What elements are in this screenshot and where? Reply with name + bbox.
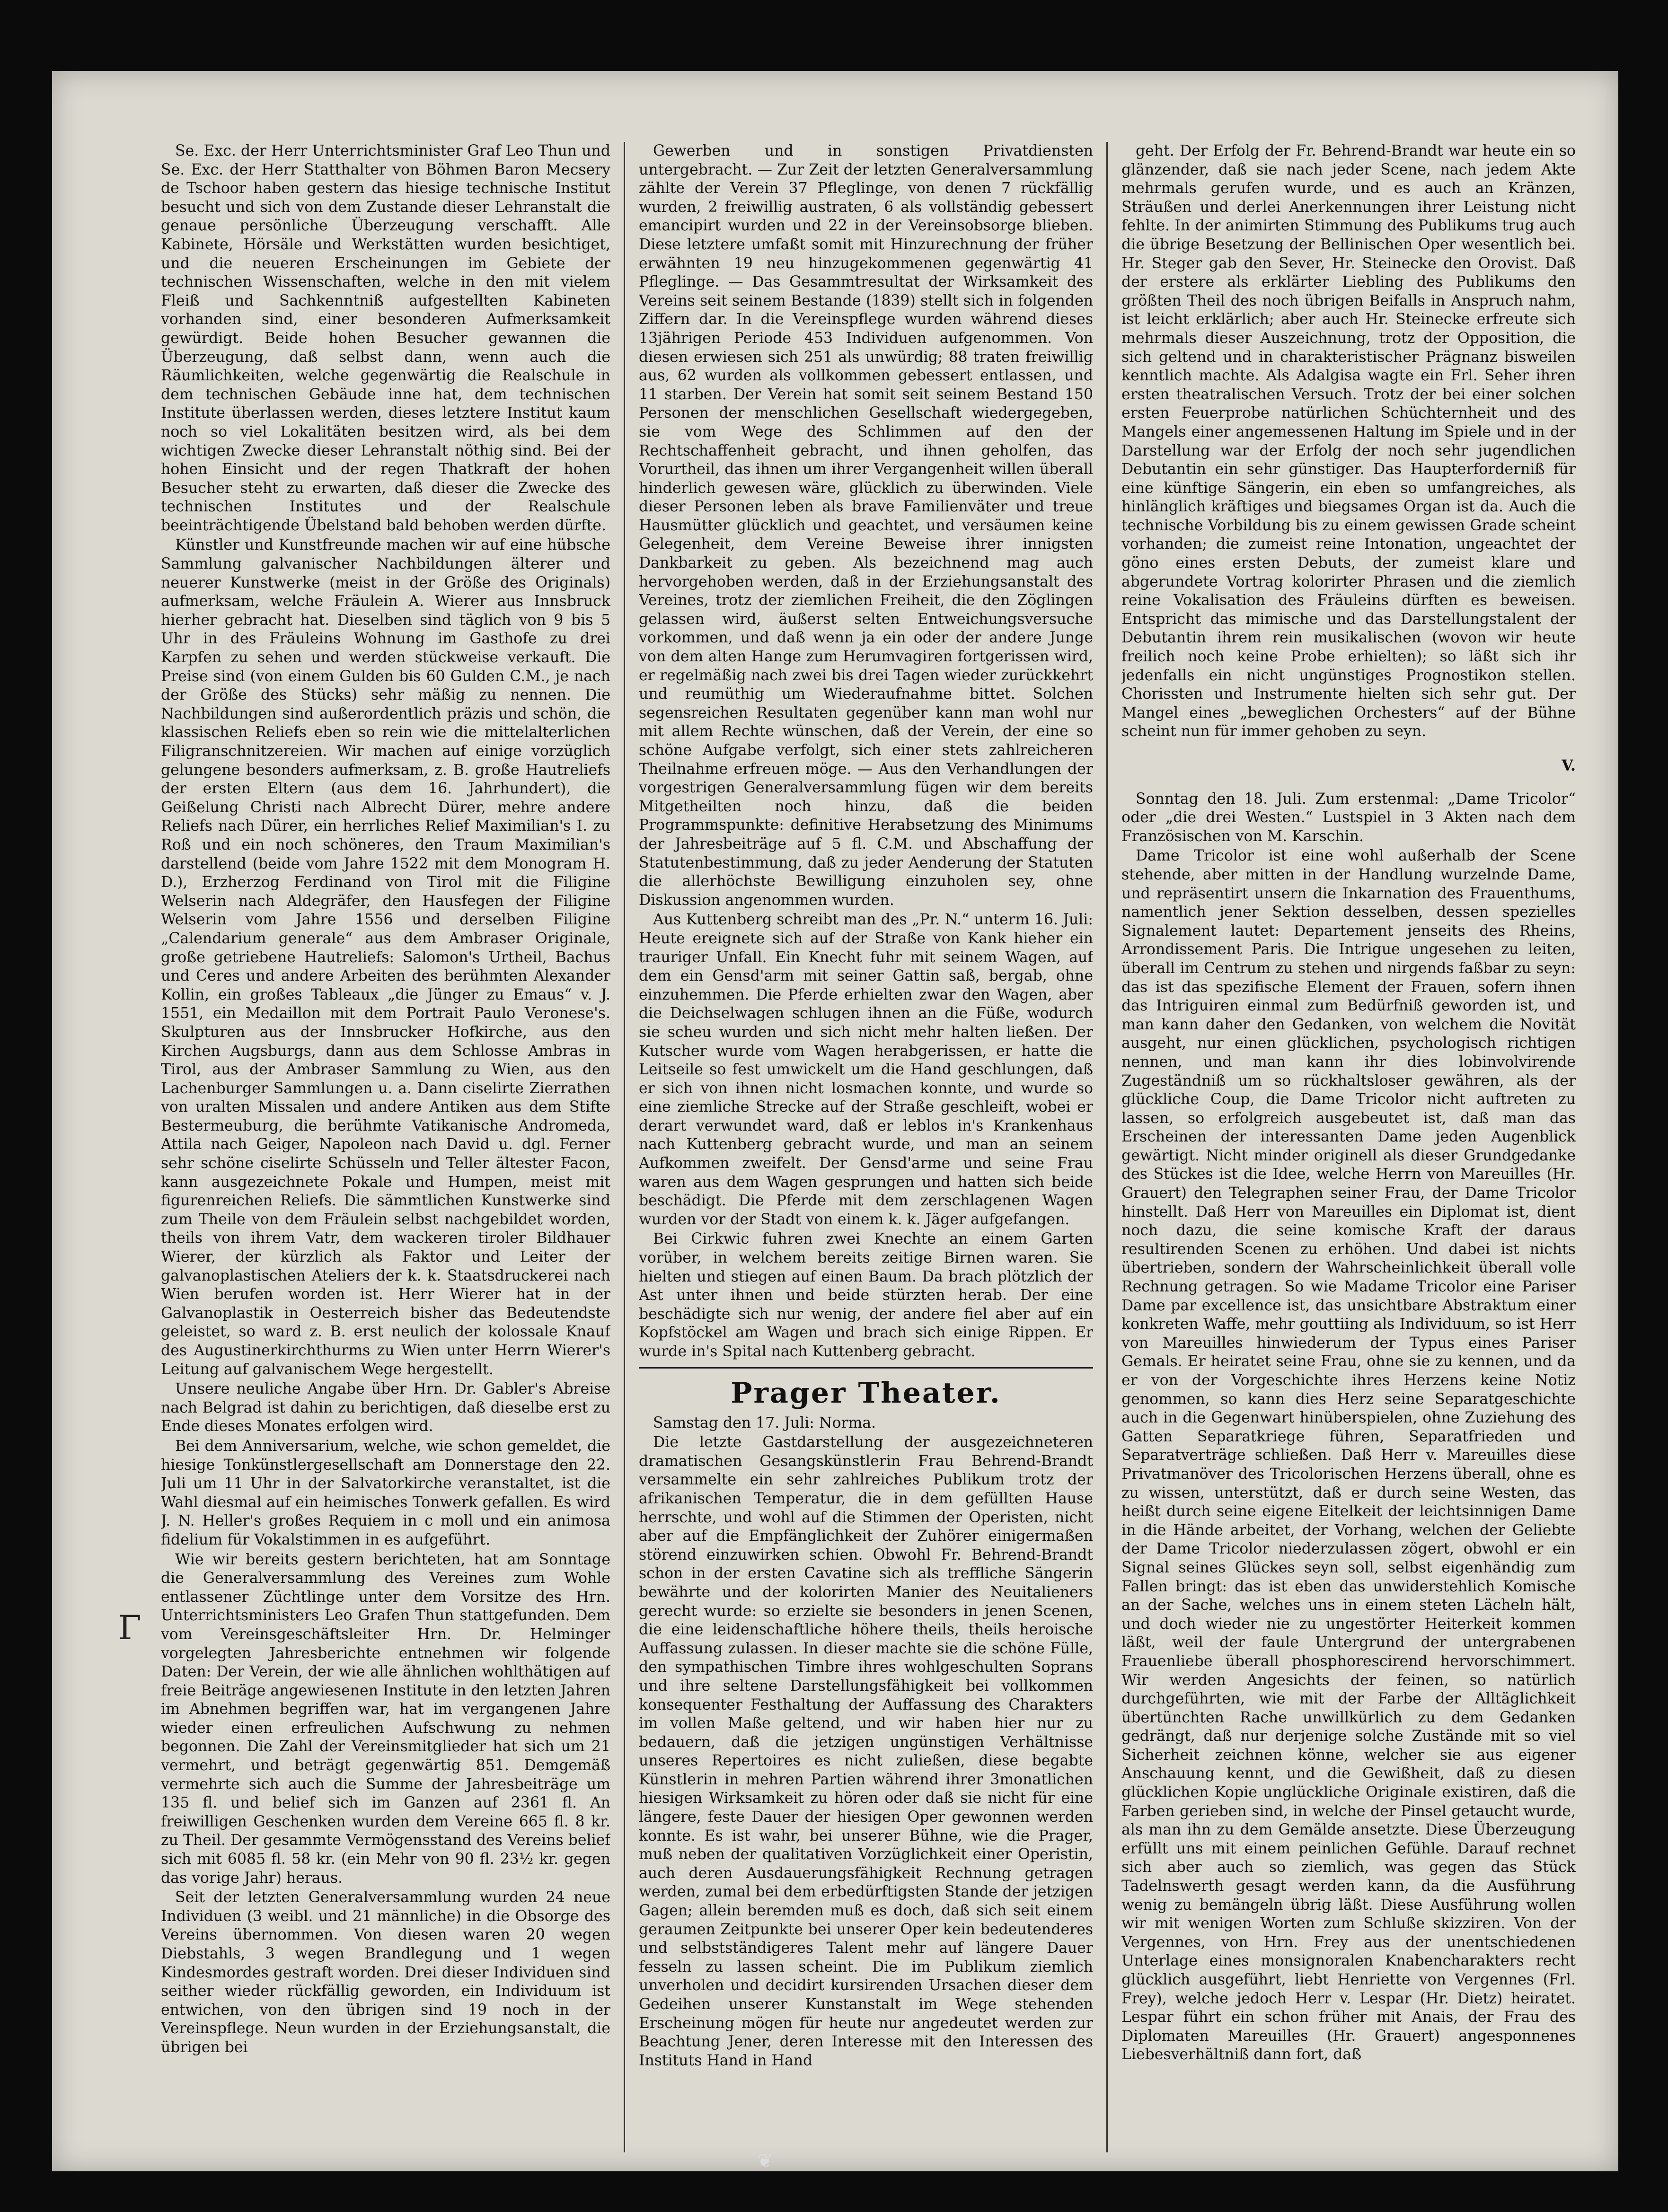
column-2 <box>639 142 1093 2152</box>
article-paragraph: Sonntag den 18. Juli. Zum erstenmal: „Dame Tricolor“ oder „die drei Westen.“ Lustspiel in 3 Akten nach dem Französischen von M. Karschin. <box>1121 790 1576 845</box>
article-paragraph: Seit der letzten Generalversammlung wurden 24 neue Individuen (3 weibl. und 21 männliche) in die Obsorge des Vereins übernommen. Von diesen waren 20 wegen Diebstahls, 3 wegen Brandlegung und 1 wegen Kindesmordes gestraft worden. Drei dieser Individuen sind seither wieder rückfällig geworden, ein Individuum ist entwichen, von den übrigen sind 19 noch in der Vereinspflege. Neun wurden in der Erziehungsanstalt, die übrigen bei <box>161 1889 610 2056</box>
section-divider <box>639 1367 1093 1369</box>
article-paragraph: Bei dem Anniversarium, welche, wie schon gemeldet, die hiesige Tonkünstlergesellschaft am Donnerstage den 22. Juli um 11 Uhr in der Salvatorkirche veranstaltet, ist die Wahl diesmal auf ein heimisches Tonwerk gefallen. Es wird J. N. Heller's großes Requiem in c moll und ein animosa fidelium für Vokalstimmen in es aufgeführt. <box>161 1437 610 1548</box>
article-paragraph: Künstler und Kunstfreunde machen wir auf eine hübsche Sammlung galvanischer Nachbildungen älterer und neuerer Kunstwerke (meist in der Größe des Originals) aufmerksam, welche Fräulein A. Wierer aus Innsbruck hierher gebracht hat. Dieselben sind täglich von 9 bis 5 Uhr in des Fräuleins Wohnung im Gasthofe zu drei Karpfen zu sehen und werden stückweise verkauft. Die Preise sind (von einem Gulden bis 60 Gulden C.M., je nach der Größe des Stücks) sehr mäßig zu nennen. Die Nachbildungen sind außerordentlich präzis und schön, die klassischen Reliefs eben so rein wie die mittelalterlichen Filigranschnitzereien. Wir machen auf einige vorzüglich gelungene besonders aufmerksam, z. B. große Hautreliefs der ersten Eltern (aus dem 16. Jahrhundert), die Geißelung Christi nach Albrecht Dürer, mehre andere Reliefs nach Dürer, ein herrliches Relief Maximilian's I. zu Roß und ein noch schöneres, den Traum Maximilian's darstellend (beide vom Jahre 1522 mit dem Monogram H. D.), Erzherzog Ferdinand von Tirol mit die Filigine Welserin nach Aldegräfer, den Hausfegen der Filigine Welserin vom Jahre 1556 und derselben Filigine „Calendarium generale“ aus dem Ambraser Originale, große getriebene Hautreliefs: Salomon's Urtheil, Bachus und Ceres und andere Arbeiten des berühmten Alexander Kollin, ein großes Tableaux „die Jünger zu Emaus“ v. J. 1551, ein Medaillon mit dem Portrait Paulo Veronese's. Skulpturen aus der Innsbrucker Hofkirche, aus den Kirchen Augsburgs, dann aus dem Schlosse Ambras in Tirol, aus der Ambraser Sammlung zu Wien, aus den Lachenburger Sammlungen u. a. Dann ciselirte Zierrathen von uralten Missalen und andere Antiken aus dem Stifte Bestermeuburg, die berühmte Vatikanische Andromeda, Attila nach Geiger, Napoleon nach David u. dgl. Ferner sehr schöne ciselirte Schüsseln und Teller ältester Facon, kann ausgezeichnete Pokale und Humpen, meist mit figurenreichen Reliefs. Die sämmtlichen Kunstwerke sind zum Theile von dem Fräulein selbst nachgebildet worden, theils von ihrem Vatr, dem wackeren tiroler Bildhauer Wierer, der kürzlich als Faktor und Leiter der galvanoplastischen Ateliers der k. k. Staatsdruckerei nach Wien berufen worden ist. Herr Wierer hat in der Galvanoplastik in Oesterreich bisher das Bedeutendste geleistet, so ward z. B. erst neulich der kolossale Knauf des Augustinerkirchthurms zu Wien unter Herrn Wierer's Leitung auf galvanischem Wege hergestellt. <box>161 536 610 1378</box>
section-title: Prager Theater. <box>731 1376 1001 1410</box>
article-paragraph: Die letzte Gastdarstellung der ausgezeichneteren dramatischen Gesangskünstlerin Frau Behrend-Brandt versammelte ein sehr zahlreiches Publikum trotz der afrikanischen Temperatur, die in dem gefüllten Hause herrschte, und wohl auf die Stimmen der Operisten, nicht aber auf die Empfänglichkeit der Zuhörer einigermaßen störend einzuwirken schien. Obwohl Fr. Behrend-Brandt schon in der ersten Cavatine sich als treffliche Sängerin bewährte und der kolorirten Manier des Neuitalieners gerecht wurde: so erzielte sie besonders in jenen Scenen, die eine leidenschaftliche höhere theils, theils heroische Auffassung zulassen. In dieser machte sie die schöne Fülle, den sympathischen Timbre ihres wohlgeschulten Soprans und ihre seltene Darstellungsfähigkeit bei vollkommen konsequenter Festhaltung der Auffassung des Charakters im vollen Maße geltend, und wir haben hier nur zu bedauern, daß die jetzigen ungünstigen Verhältnisse unseres Repertoires es nicht zuließen, diese begabte Künstlerin in mehren Partien während ihrer 3monatlichen hiesigen Wirksamkeit zu hören oder daß sie nicht für eine längere, feste Dauer der hiesigen Oper gewonnen werden konnte. Es ist wahr, bei unserer Bühne, wie die Prager, muß neben der qualitativen Vorzüglichkeit einer Operistin, auch deren Ausdauerungsfähigkeit Rechnung getragen werden, zumal bei dem erbedürftigsten Stande der jetzigen Gagen; allein beremden muß es doch, daß sich seit einem geraumen Zeitpunkte bei unserer Oper kein bedeutenderes und selbstständigeres Talent mehr auf längere Dauer fesseln zu lassen scheint. Die im Publikum ziemlich unverholen und decidirt kursirenden Ursachen dieser dem Gedeihen unserer Kunstanstalt im Wege stehenden Erscheinung mögen für heute nur angedeutet werden zur Beachtung Jener, deren Interesse mit den Interessen des Instituts Hand in Hand <box>639 1434 1093 2069</box>
column-rule-2 <box>1106 142 1108 2152</box>
author-signature: V. <box>1562 756 1576 774</box>
article-paragraph: geht. Der Erfolg der Fr. Behrend-Brandt war heute ein so glänzender, daß sie nach jeder Scene, nach jedem Akte mehrmals gerufen wurde, und es auch an Kränzen, Sträußen und derlei Anerkennungen ihrer Leistung nicht fehlte. In der animirten Stimmung des Publikums trug auch die übrige Besetzung der Bellinischen Oper wesentlich bei. Hr. Steger gab den Sever, Hr. Steinecke den Orovist. Daß der erstere als erklärter Liebling des Publikums den größten Theil des noch übrigen Beifalls in Anspruch nahm, ist leicht erklärlich; aber auch Hr. Steinecke erfreute sich mehrmals dieser Auszeichnung, trotz der Opposition, die sich geltend und in charakteristischer Prägnanz bisweilen kenntlich machte. Als Adalgisa wagte ein Frl. Seher ihren ersten theatralischen Versuch. Trotz der bei einer solchen ersten Feuerprobe natürlichen Schüchternheit und des Mangels einer angemessenen Haltung im Spiele und in der Darstellung war der Erfolg der noch sehr jugendlichen Debutantin ein sehr günstiger. Das Haupterforderniß für eine künftige Sängerin, ein eben so umfangreiches, als hinlänglich kräftiges und biegsames Organ ist da. Auch die technische Vorbildung bis zu einem gewissen Grade scheint vorhanden; die zumeist reine Intonation, ungeachtet der göno eines ersten Debuts, der zumeist klare und abgerundete Vortrag kolorirter Phrasen und die ziemlich reine Vokalisation des Fräuleins dürften es beweisen. Entspricht das mimische und das Darstellungstalent der Debutantin ihrem rein musikalischen (wovon wir heute freilich noch keine Probe erhielten); so läßt sich ihr jedenfalls ein nicht ungünstiges Prognostikon stellen. Chorissten und Instrumente hielten sich sehr gut. Der Mangel eines „beweglichen Orchesters“ auf der Bühne scheint nun für immer gehoben zu seyn. <box>1121 142 1576 740</box>
margin-mark: Γ <box>118 1608 141 1647</box>
ornament-mark: ❦ <box>757 2150 773 2172</box>
article-paragraph: Unsere neuliche Angabe über Hrn. Dr. Gabler's Abreise nach Belgrad ist dahin zu berichtigen, daß dieselbe erst zu Ende dieses Monates erfolgen wird. <box>161 1380 610 1435</box>
article-paragraph: Se. Exc. der Herr Unterrichtsminister Graf Leo Thun und Se. Exc. der Herr Statthalter von Böhmen Baron Mecsery de Tschoor haben gestern das hiesige technische Institut besucht und sich von dem Zustande dieser Lehranstalt die genaue persönliche Überzeugung verschafft. Alle Kabinete, Hörsäle und Werkstätten wurden besichtiget, und die neueren Erscheinungen im Gebiete der technischen Wissenschaften, welche in den mit vielem Fleiß und Sachkenntniß aufgestellten Kabineten vorhanden sind, einer besonderen Aufmerksamkeit gewürdigt. Beide hohen Besucher gewannen die Überzeugung, daß selbst dann, wenn auch die Räumlichkeiten, welche gegenwärtig die Realschule in dem technischen Gebäude inne hat, dem technischen Institute überlassen werden, dieses letztere Institut kaum noch so viel Lokalitäten besitzen wird, als bei dem wichtigen Zwecke dieser Lehranstalt nöthig sind. Bei der hohen Einsicht und der regen Thatkraft der hohen Besucher steht zu erwarten, daß dieser die Zwecke des technischen Institutes und der Realschule beeinträchtigende Übelstand bald behoben werden dürfte. <box>161 142 610 534</box>
newspaper-page <box>52 71 1618 2171</box>
column-1 <box>161 142 610 2152</box>
column-rule-1 <box>624 142 625 2152</box>
article-paragraph: Gewerben und in sonstigen Privatdiensten untergebracht. — Zur Zeit der letzten Generalversammlung zählte der Verein 37 Pfleglinge, von denen 7 rückfällig wurden, 2 freiwillig austraten, 6 als vollständig gebessert emancipirt wurden und 22 in der Vereinsobsorge blieben. Diese letztere umfaßt somit mit Hinzurechnung der früher erwähnten 19 neu hinzugekommenen gegenwärtig 41 Pfleglinge. — Das Gesammtresultat der Wirksamkeit des Vereins seit seinem Bestande (1839) stellt sich in folgenden Ziffern dar. In die Vereinspflege wurden während dieses 13jährigen Periode 453 Individuen aufgenommen. Von diesen erwiesen sich 251 als unwürdig; 88 traten freiwillig aus, 62 wurden als vollkommen gebessert entlassen, und 11 starben. Der Verein hat somit seit seinem Bestand 150 Personen der menschlichen Gesellschaft wiedergegeben, sie vom Wege des Schlimmen auf den der Rechtschaffenheit gebracht, und ihnen geholfen, das Vorurtheil, das ihnen um ihrer Vergangenheit willen überall hinderlich gewesen wäre, glücklich zu überwinden. Viele dieser Personen leben als brave Familienväter und treue Hausmütter glücklich und geachtet, und versäumen keine Gelegenheit, dem Vereine Beweise ihrer innigsten Dankbarkeit zu geben. Als bezeichnend mag auch hervorgehoben werden, daß in der Erziehungsanstalt des Vereines, trotz der ziemlichen Freiheit, die den Zöglingen gelassen wird, äußerst selten Entweichungsversuche vorkommen, und daß wenn ja ein oder der andere Junge von dem alten Hange zum Herumvagiren fortgerissen wird, er regelmäßig nach zwei bis drei Tagen wieder zurückkehrt und reumüthig um Wiederaufnahme bittet. Solchen segensreichen Resultaten gegenüber kann man wohl nur mit allem Rechte wünschen, daß der Verein, der eine so schöne Aufgabe verfolgt, sich einer stets zahlreicheren Theilnahme erfreuen möge. — Aus den Verhandlungen der vorgestrigen Generalversammlung fügen wir dem bereits Mitgetheilten noch hinzu, daß die beiden Programmspunkte: definitive Herabsetzung des Minimums der Jahresbeiträge auf 5 fl. C.M. und Abschaffung der Statutenbestimmung, daß zu jeder Aenderung der Statuten die allerhöchste Bewilligung einzuholen sey, ohne Diskussion angenommen wurden. <box>639 142 1093 909</box>
performance-date: Samstag den 17. Juli: Norma. <box>653 1414 876 1431</box>
article-paragraph: Wie wir bereits gestern berichteten, hat am Sonntage die Generalversammlung des Vereines zum Wohle entlassener Züchtlinge unter dem Vorsitze des Hrn. Unterrichtsministers Leo Grafen Thun stattgefunden. Dem vom Vereinsgeschäftsleiter Hrn. Dr. Helminger vorgelegten Jahresberichte entnehmen wir folgende Daten: Der Verein, der wie alle ähnlichen wohlthätigen auf freie Beiträge angewiesenen Institute in den letzten Jahren im Abnehmen begriffen war, hat im vergangenen Jahre wieder einen erfreulichen Aufschwung zu nehmen begonnen. Die Zahl der Vereinsmitglieder hat sich um 21 vermehrt, und beträgt gegenwärtig 851. Demgemäß vermehrte sich auch die Summe der Jahresbeiträge um 135 fl. und belief sich im Ganzen auf 2361 fl. An freiwilligen Geschenken wurden dem Vereine 665 fl. 8 kr. zu Theil. Der gesammte Vermögensstand des Vereins belief sich mit 6085 fl. 58 kr. (ein Mehr von 90 fl. 23½ kr. gegen das vorige Jahr) heraus. <box>161 1551 610 1887</box>
article-paragraph: Dame Tricolor ist eine wohl außerhalb der Scene stehende, aber mitten in der Handlung wurzelnde Dame, und repräsentirt unsern die Inkarnation des Frauenthums, namentlich jener Sektion desselben, dessen spezielles Signalement lautet: Departement jenseits des Rheins, Arrondissement Paris. Die Intrigue ungesehen zu leiten, überall im Centrum zu stehen und nirgends faßbar zu seyn: das ist das spezifische Element der Frauen, sofern ihnen das Intriguiren einmal zum Bedürfniß geworden ist, und man kann daher den Gedanken, von welchem die Novität ausgeht, nur einen glücklichen, psychologisch richtigen nennen, und man kann ihr dies lobinvolvirende Zugeständniß um so rückhaltsloser gewähren, als der glückliche Coup, die Dame Tricolor nicht auftreten zu lassen, so erfolgreich ausgebeutet ist, daß man das Erscheinen der interessanten Dame jeden Augenblick gewärtigt. Nicht minder originell als dieser Grundgedanke des Stückes ist die Idee, welche Herrn von Mareuilles (Hr. Grauert) den Telegraphen seiner Frau, der Dame Tricolor hinstellt. Daß Herr von Mareuilles ein Diplomat ist, dient noch dazu, die seine komische Kraft der daraus resultirenden Scenen zu erhöhen. Und dabei ist nichts übertrieben, sondern der Wahrscheinlichkeit überall volle Rechnung getragen. So wie Madame Tricolor eine Pariser Dame par excellence ist, das unsichtbare Abstraktum einer konkreten Waffe, mehr gouttiing als Individuum, so ist Herr von Mareuilles hinwiederum der Typus eines Pariser Gemals. Er heiratet seine Frau, ohne sie zu kennen, und da er von der Vorgeschichte ihres Herzens keine Notiz genommen, so kann dies Herz seine Separatgeschichte auch in die Gegenwart hinüberspielen, ohne Zuziehung des Gatten Separatkriege führen, Separatfrieden und Separatverträge schließen. Daß Herr v. Mareuilles diese Privatmanöver des Tricolorischen Herzens überall, ohne es zu wissen, unterstützt, daß er durch seine Westen, das heißt durch seine eigene Eitelkeit der leichtsinnigen Dame in die Hände arbeitet, der Vorhang, welchen der Geliebte der Dame Tricolor niederzulassen zögert, obwohl er ein Signal seines Glückes seyn soll, selbst eigenhändig zum Fallen bringt: das ist eben das unwiderstehlich Komische an der Sache, welches uns in einem steten Lächeln hält, und doch wieder nie zu ungestörter Heiterkeit kommen läßt, weil der faule Untergrund der untergrabenen Frauenliebe überall phosphorescirend hervorschimmert. Wir werden Angesichts der feinen, so natürlich durchgeführten, wie mit der Farbe der Alltäglichkeit übertünchten Rache unwillkürlich zu dem Gedanken gedrängt, daß nur derjenige solche Zustände mit so viel Sicherheit zeichnen könne, welcher sie aus eigener Anschauung kennt, und die Gewißheit, daß zu diesen glücklichen Kopie unglückliche Originale existiren, daß die Farben gerieben sind, in welche der Pinsel getaucht wurde, als man ihn zu dem Gemälde ansetzte. Diese Überzeugung erfüllt uns mit einem peinlichen Gefühle. Darauf rechnet sich aber auch so ziemlich, was gegen das Stück Tadelnswerth gesagt werden kann, da die Ausführung wenig zu bemängeln übrig läßt. Diese Ausführung wollen wir mit wenigen Worten zum Schluße skizziren. Von der Vergennes, von Hrn. Frey aus der unentschiedenen Unterlage eines monsignoralen Knabencharakters recht glücklich ausgeführt, liebt Henriette von Vergennes (Frl. Frey), welche jedoch Herr v. Lespar (Hr. Dietz) heiratet. Lespar führt ein schon früher mit Anais, der Frau des Diplomaten Mareuilles (Hr. Grauert) angesponnenes Liebesverhältniß dann fort, daß <box>1121 847 1576 2063</box>
article-paragraph: Aus Kuttenberg schreibt man des „Pr. N.“ unterm 16. Juli: Heute ereignete sich auf der Straße von Kank hieher ein trauriger Unfall. Ein Knecht fuhr mit seinem Wagen, auf dem ein Gensd'arm mit seiner Gattin saß, bergab, ohne einzuhemmen. Die Pferde erhielten zwar den Wagen, aber die Deichselwagen schlugen ihnen an die Füße, wodurch sie scheu wurden und sich nicht mehr halten ließen. Der Kutscher wurde vom Wagen herabgerissen, er hatte die Leitseile so fest umwickelt um die Hand geschlungen, daß er sich von ihnen nicht losmachen konnte, und wurde so eine ziemliche Strecke auf der Straße geschleift, wobei er derart verwundet ward, daß er leblos in's Krankenhaus nach Kuttenberg gebracht wurde, und man an seinem Aufkommen zweifelt. Der Gensd'arme und seine Frau waren aus dem Wagen gesprungen und hatten sich beide beschädigt. Die Pferde mit dem zerschlagenen Wagen wurden vor der Stadt von einem k. k. Jäger aufgefangen. <box>639 911 1093 1228</box>
article-paragraph: Bei Cirkwic fuhren zwei Knechte an einem Garten vorüber, in welchem bereits zeitige Birnen waren. Sie hielten und stiegen auf einen Baum. Da brach plötzlich der Ast unter ihnen und beide stürzten herab. Der eine beschädigte sich nur wenig, der andere fiel aber auf ein Kopfstöckel am Wagen und brach sich einige Rippen. Er wurde in's Spital nach Kuttenberg gebracht. <box>639 1230 1093 1360</box>
column-3 <box>1121 142 1576 2152</box>
